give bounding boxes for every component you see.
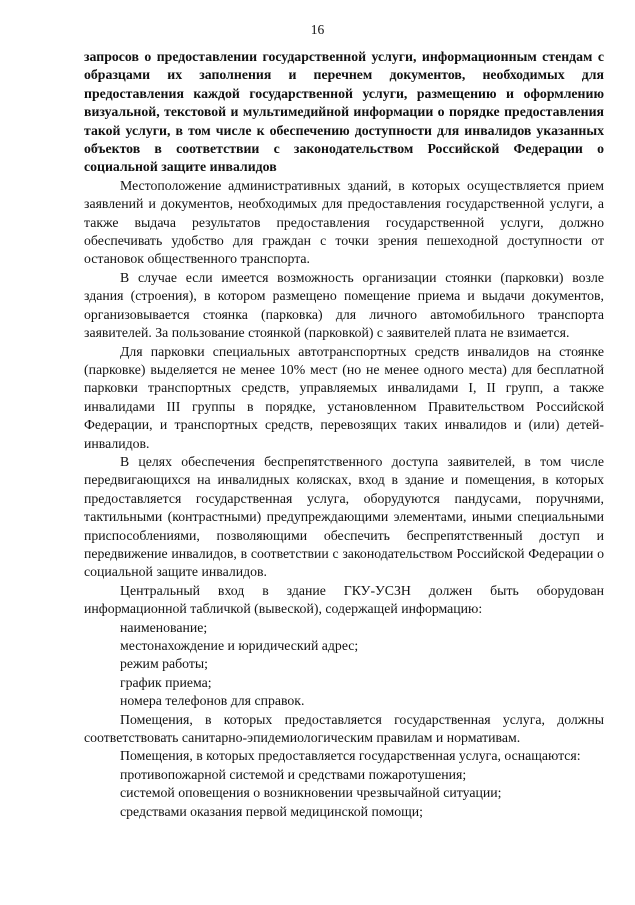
paragraph-disabled-parking: Для парковки специальных автотранспортных средств инвалидов на стоянке (парковке) выделяется не менее 10% мест (но не менее одного места) для бесплатной парковки транспортных средств, управляемых инвалидами I, II групп, а также инвалидами III группы в порядке, установленном Правительством Российской Федерации, и транспортных средств, перевозящих таких инвалидов и (или) детей-инвалидов. <box>84 343 604 451</box>
list-item: средствами оказания первой медицинской помощи; <box>120 803 423 819</box>
paragraph-entrance-sign: Центральный вход в здание ГКУ-УСЗН должен быть оборудован информационной табличкой (вывеской), содержащей информацию: <box>84 582 604 617</box>
paragraph-equipment: Помещения, в которых предоставляется государственная услуга, оснащаются: <box>120 748 581 764</box>
paragraph-parking: В случае если имеется возможность организации стоянки (парковки) возле здания (строения), в котором размещено помещение приема и выдачи документов, организовывается стоянка (парковка) для личного автомобильного транспорта заявителей. За пользование стоянкой (парковкой) с заявителей плата не взимается. <box>84 269 604 341</box>
list-item: график приема; <box>120 674 212 690</box>
list-item: местонахождение и юридический адрес; <box>120 638 359 653</box>
page-number: 16 <box>310 22 325 37</box>
paragraph-sanitary: Помещения, в которых предоставляется государственная услуга, должны соответствовать санитарно-эпидемиологическим правилам и нормативам. <box>84 711 604 746</box>
document-body <box>84 48 604 821</box>
section-heading: запросов о предоставлении государственной услуги, информационным стендам с образцами их заполнения и перечнем документов, необходимых для предоставления каждой государственной услуги, размещению и оформлению визуальной, текстовой и мультимедийной информации о порядке предоставления такой услуги, в том числе к обеспечению доступности для инвалидов указанных объектов в соответствии с законодательством Российской Федерации о социальной защите инвалидов <box>84 49 604 175</box>
list-item: режим работы; <box>120 656 209 672</box>
list-item: противопожарной системой и средствами пожаротушения; <box>120 766 467 782</box>
paragraph-accessibility: В целях обеспечения беспрепятственного доступа заявителей, в том числе передвигающихся на инвалидных колясках, вход в здание и помещения, в которых предоставляется государственная услуга, оборудуются пандусами, поручнями, тактильными (контрастными) предупреждающими элементами, иными специальными приспособлениями, позволяющими обеспечить беспрепятственный доступ и передвижение инвалидов, в соответствии с законодательством Российской Федерации о социальной защите инвалидов. <box>84 453 604 580</box>
list-item: системой оповещения о возникновении чрезвычайной ситуации; <box>120 785 502 801</box>
paragraph-building-location: Местоположение административных зданий, в которых осуществляется прием заявлений и документов, необходимых для предоставления государственной услуги, а также выдача результатов предоставления государственной услуги, должно обеспечивать удобство для граждан с точки зрения пешеходной доступности от остановок общественного транспорта. <box>84 177 604 267</box>
list-item: наименование; <box>120 619 208 635</box>
sign-info-list <box>84 619 604 711</box>
list-item: номера телефонов для справок. <box>120 693 305 709</box>
equipment-list <box>84 766 604 821</box>
